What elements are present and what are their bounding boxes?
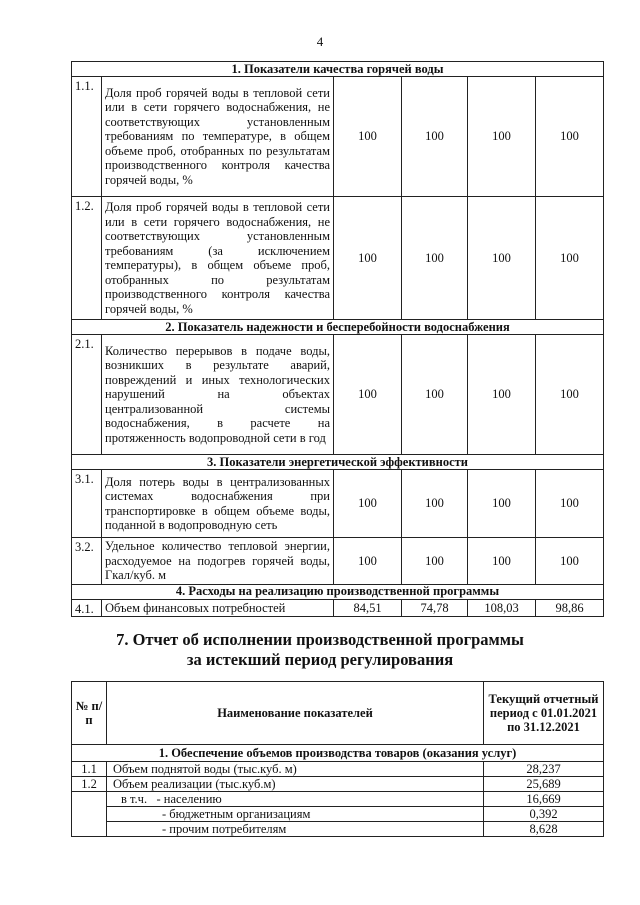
indicator-name: в т.ч. - населению — [107, 792, 484, 807]
value-cell: 100 — [334, 335, 402, 455]
indicator-name: - бюджетным организациям — [107, 807, 484, 822]
indicator-name: - прочим потребителям — [107, 822, 484, 837]
row-number: 3.1. — [72, 470, 102, 538]
page-number: 4 — [316, 34, 324, 49]
indicator-name: Объем поднятой воды (тыс.куб. м) — [107, 762, 484, 777]
value-cell: 100 — [468, 197, 536, 320]
value-cell: 100 — [402, 197, 468, 320]
row-number: 4.1. — [72, 599, 102, 617]
table-row — [72, 792, 604, 807]
indicator-name: Объем финансовых потребностей — [102, 599, 334, 617]
row-number: 3.2. — [72, 538, 102, 585]
table-row — [72, 762, 604, 777]
header-period: Текущий отчетный период с 01.01.2021 по 31.12.2021 — [484, 682, 604, 745]
value-cell: 100 — [334, 197, 402, 320]
value-cell: 100 — [402, 470, 468, 538]
section-7-heading — [0, 630, 640, 670]
value-cell: 100 — [536, 470, 604, 538]
section-title: 4. Расходы на реализацию производственной программы — [72, 584, 604, 599]
header-name: Наименование показателей — [107, 682, 484, 745]
value-cell: 100 — [468, 538, 536, 585]
empty-cell — [72, 822, 107, 837]
value-cell: 100 — [536, 538, 604, 585]
value-cell: 84,51 — [334, 599, 402, 617]
heading-line: 7. Отчет об исполнении производственной программы — [116, 630, 524, 649]
value-cell: 74,78 — [402, 599, 468, 617]
row-number: 1.1 — [72, 762, 107, 777]
row-number: 1.2 — [72, 777, 107, 792]
section-row — [72, 745, 604, 762]
value-cell: 100 — [536, 197, 604, 320]
indicator-name: Количество перерывов в подаче воды, возникших в результате аварий, повреждений и иных технологических нарушений на объектах централизованной системы водоснабжения, в расчете на протяженность водопроводной сети в год — [102, 335, 334, 455]
value-cell: 100 — [334, 77, 402, 197]
section-row — [72, 584, 604, 599]
value-cell: 100 — [402, 77, 468, 197]
value-cell: 0,392 — [484, 807, 604, 822]
section-title: 3. Показатели энергетической эффективности — [72, 455, 604, 470]
value-cell: 98,86 — [536, 599, 604, 617]
value-cell: 28,237 — [484, 762, 604, 777]
value-cell: 100 — [536, 335, 604, 455]
table-row — [72, 822, 604, 837]
report-table — [71, 681, 604, 837]
row-number: 1.1. — [72, 77, 102, 197]
empty-cell — [72, 807, 107, 822]
value-cell: 100 — [402, 538, 468, 585]
section-row — [72, 62, 604, 77]
table-row — [72, 335, 604, 455]
indicator-name: Удельное количество тепловой энергии, расходуемое на подогрев горячей воды, Гкал/куб. м — [102, 538, 334, 585]
indicators-table — [71, 61, 604, 617]
table-row — [72, 777, 604, 792]
value-cell: 100 — [402, 335, 468, 455]
value-cell: 8,628 — [484, 822, 604, 837]
value-cell: 100 — [334, 538, 402, 585]
table-row — [72, 197, 604, 320]
indicator-name: Доля потерь воды в централизованных системах водоснабжения при транспортировке в общем объеме воды, поданной в водопроводную сеть — [102, 470, 334, 538]
value-cell: 108,03 — [468, 599, 536, 617]
indicator-name: Доля проб горячей воды в тепловой сети или в сети горячего водоснабжения, не соответствующих установленным требованиям по температуре, в общем объеме проб, отобранных по результатам производственного контроля качества горячей воды, % — [102, 77, 334, 197]
heading-line: за истекший период регулирования — [186, 650, 454, 669]
value-cell: 100 — [468, 77, 536, 197]
section-row — [72, 455, 604, 470]
indicator-name: Объем реализации (тыс.куб.м) — [107, 777, 484, 792]
row-number: 1.2. — [72, 197, 102, 320]
table-row — [72, 807, 604, 822]
table-row — [72, 599, 604, 617]
value-cell: 16,669 — [484, 792, 604, 807]
section-row — [72, 320, 604, 335]
value-cell: 100 — [468, 335, 536, 455]
row-number: 2.1. — [72, 335, 102, 455]
table-row — [72, 538, 604, 585]
value-cell: 100 — [334, 470, 402, 538]
header-row — [72, 682, 604, 745]
section-title: 1. Показатели качества горячей воды — [72, 62, 604, 77]
table-row — [72, 470, 604, 538]
value-cell: 25,689 — [484, 777, 604, 792]
indicator-name: Доля проб горячей воды в тепловой сети или в сети горячего водоснабжения, не соответствующих установленным требованиям (за исключением температуры), в общем объеме проб, отобранных по результатам производственного контроля качества горячей воды, % — [102, 197, 334, 320]
value-cell: 100 — [536, 77, 604, 197]
section-title: 2. Показатель надежности и бесперебойности водоснабжения — [72, 320, 604, 335]
section-title: 1. Обеспечение объемов производства товаров (оказания услуг) — [72, 745, 604, 762]
header-num: № п/п — [72, 682, 107, 745]
empty-cell — [72, 792, 107, 807]
value-cell: 100 — [468, 470, 536, 538]
table-row — [72, 77, 604, 197]
